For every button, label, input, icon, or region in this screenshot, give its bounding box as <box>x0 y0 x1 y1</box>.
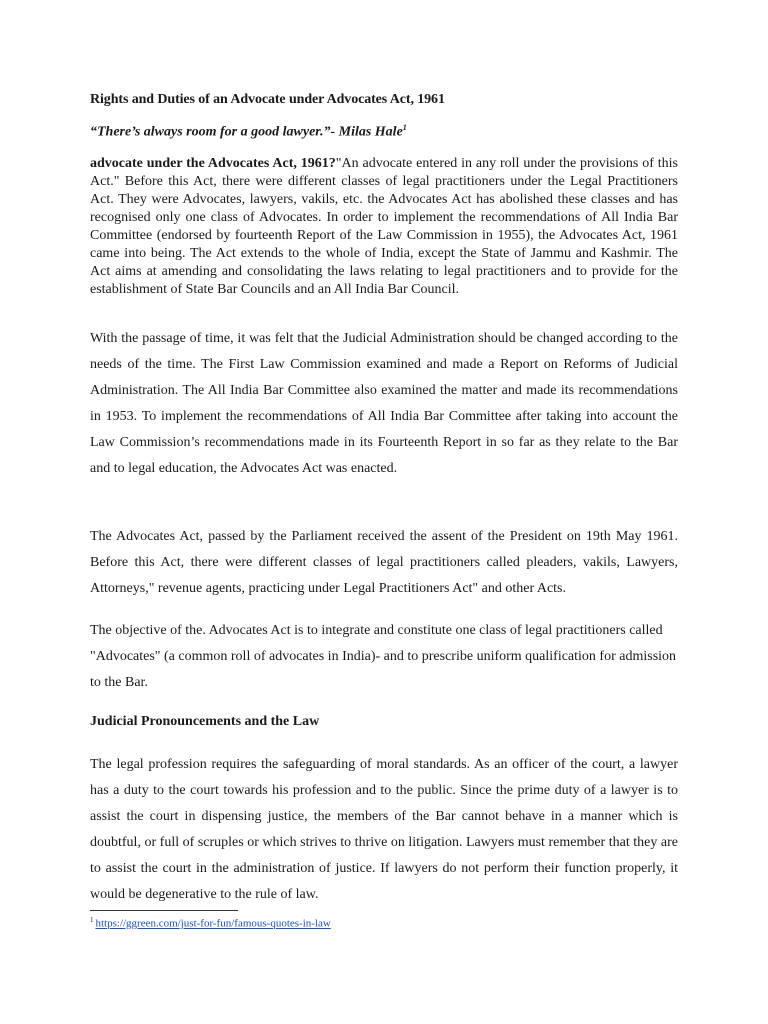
section-heading: Judicial Pronouncements and the Law <box>90 714 320 729</box>
footnote-divider <box>90 910 238 911</box>
footnote-marker: 1 <box>402 123 407 132</box>
paragraph-lead: advocate under the Advocates Act, 1961? <box>90 156 336 171</box>
paragraph-body: "An advocate entered in any roll under the provisions of this Act." Before this Act, there were different classes of legal practitioners under the Legal Practitioners Act. They were Advocates, lawyers, vakils, etc. the Advocates Act has abolished these classes and has recognised only one class of Advocates. In order to implement the recommendations of All India Bar Committee (endorsed by fourteenth Report of the Law Commission in 1955), the Advocates Act, 1961 came into being. The Act extends to the whole of India, except the State of Jammu and Kashmir. The Act aims at amending and consolidating the laws relating to legal practitioners and to provide for the establishment of State Bar Councils and an All India Bar Council. <box>90 156 679 297</box>
paragraph-judicial: The legal profession requires the safeguarding of moral standards. As an officer of the court, a lawyer has a duty to the court towards his profession and to the public. Since the prime duty of a lawyer is to assist the court in dispensing justice, the members of the Bar cannot behave in a manner which is doubtful, or full of scruples or which strives to thrive on litigation. Lawyers must remember that they are to assist the court in the administration of justice. If lawyers do not perform their function properly, it would be degenerative to the rule of law. <box>90 757 678 902</box>
quote-text: “There’s always room for a good lawyer.”- Milas Hale <box>90 124 403 140</box>
paragraph-assent: The Advocates Act, passed by the Parliament received the assent of the President on 19th May 1961. Before this Act, there were different classes of legal practitioners called pleaders, vakils, Lawyers, Attorneys," revenue agents, practicing under Legal Practitioners Act" and other Acts. <box>90 529 678 596</box>
paragraph-objective: The objective of the. Advocates Act is to integrate and constitute one class of legal practitioners called "Advocates" (a common roll of advocates in India)- and to prescribe uniform qualification for admission to the Bar. <box>90 623 677 690</box>
footnote <box>90 916 331 930</box>
paragraph-definition <box>90 155 678 299</box>
epigraph-quote <box>90 123 407 141</box>
footnote-number: 1 <box>90 916 94 924</box>
document-title: Rights and Duties of an Advocate under Advocates Act, 1961 <box>90 92 445 107</box>
paragraph-history: With the passage of time, it was felt that the Judicial Administration should be changed according to the needs of the time. The First Law Commission examined and made a Report on Reforms of Judicial Administration. The All India Bar Committee also examined the matter and made its recommendations in 1953. To implement the recommendations of All India Bar Committee after taking into account the Law Commission’s recommendations made in its Fourteenth Report in so far as they relate to the Bar and to legal education, the Advocates Act was enacted. <box>90 331 678 476</box>
footnote-link[interactable]: https://ggreen.com/just-for-fun/famous-quotes-in-law <box>95 917 331 930</box>
